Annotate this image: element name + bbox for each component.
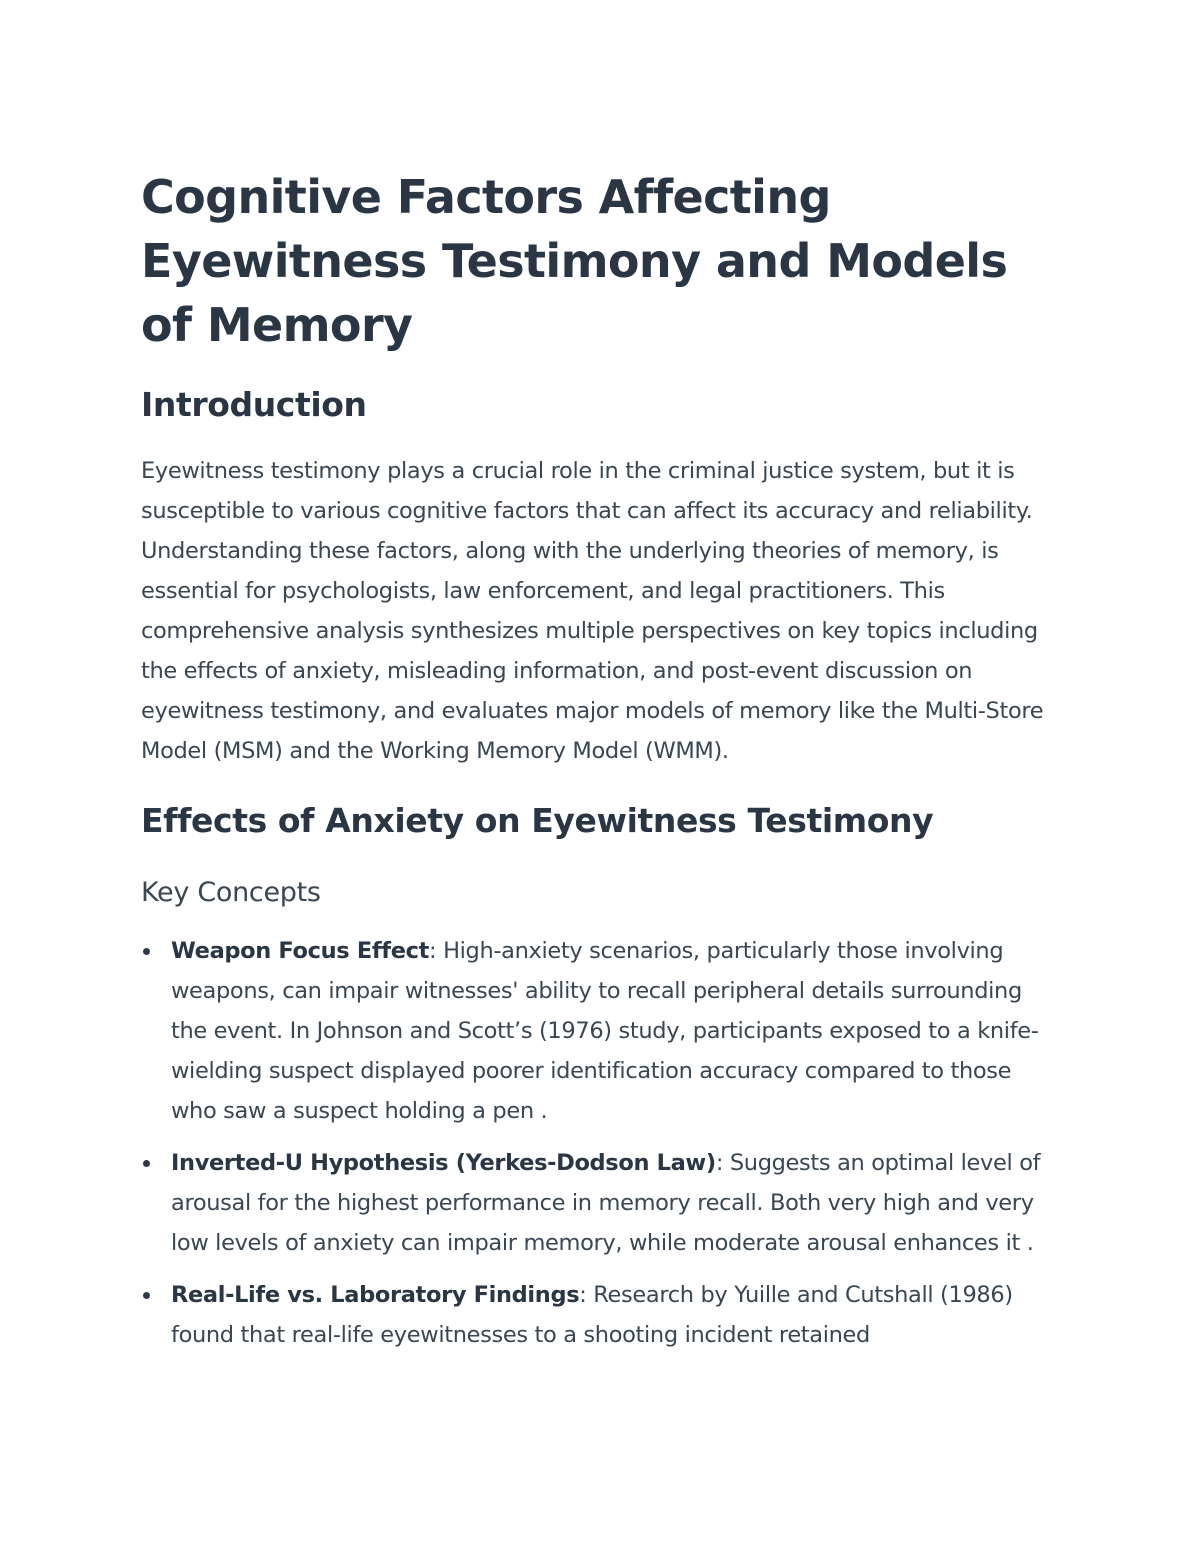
introduction-heading: Introduction bbox=[141, 385, 367, 424]
bullet-icon bbox=[143, 1160, 150, 1167]
list-item bbox=[141, 1143, 1061, 1263]
introduction-paragraph: Eyewitness testimony plays a crucial role in the criminal justice system, but it is susceptible to various cognitive factors that can affect its accuracy and reliability. Understanding these factors, along with the underlying theories of memory, is essential for psychologists, law enforcement, and legal practitioners. This comprehensive analysis synthesizes multiple perspectives on key topics including the effects of anxiety, misleading information, and post-event discussion on eyewitness testimony, and evaluates major models of memory like the Multi-Store Model (MSM) and the Working Memory Model (WMM). bbox=[141, 458, 1044, 764]
concept-text: : Suggests an optimal level of arousal for the highest performance in memory recall. Both very high and very low levels of anxiety can impair memory, while moderate arousal enhances it . bbox=[171, 1150, 1041, 1256]
list-item bbox=[141, 931, 1061, 1131]
concept-term: Inverted-U Hypothesis (Yerkes-Dodson Law) bbox=[171, 1150, 716, 1176]
concept-text: : High-anxiety scenarios, particularly those involving weapons, can impair witnesses' ability to recall peripheral details surrounding the event. In Johnson and Scott’s (1976) study, participants exposed to a knife-wielding suspect displayed poorer identification accuracy compared to those who saw a suspect holding a pen . bbox=[171, 938, 1039, 1124]
list-item bbox=[141, 1275, 1061, 1355]
anxiety-section-heading: Effects of Anxiety on Eyewitness Testimony bbox=[141, 801, 934, 840]
bullet-icon bbox=[143, 948, 150, 955]
key-concepts-subheading: Key Concepts bbox=[141, 877, 321, 908]
bullet-icon bbox=[143, 1292, 150, 1299]
document-title: Cognitive Factors Affecting Eyewitness Testimony and Models of Memory bbox=[141, 170, 1008, 352]
concept-text: : Research by Yuille and Cutshall (1986) found that real-life eyewitnesses to a shooting incident retained bbox=[171, 1282, 1013, 1348]
key-concepts-list bbox=[141, 931, 1061, 1355]
concept-term: Weapon Focus Effect bbox=[171, 938, 430, 964]
document-page bbox=[141, 165, 1061, 1367]
concept-term: Real-Life vs. Laboratory Findings bbox=[171, 1282, 580, 1308]
